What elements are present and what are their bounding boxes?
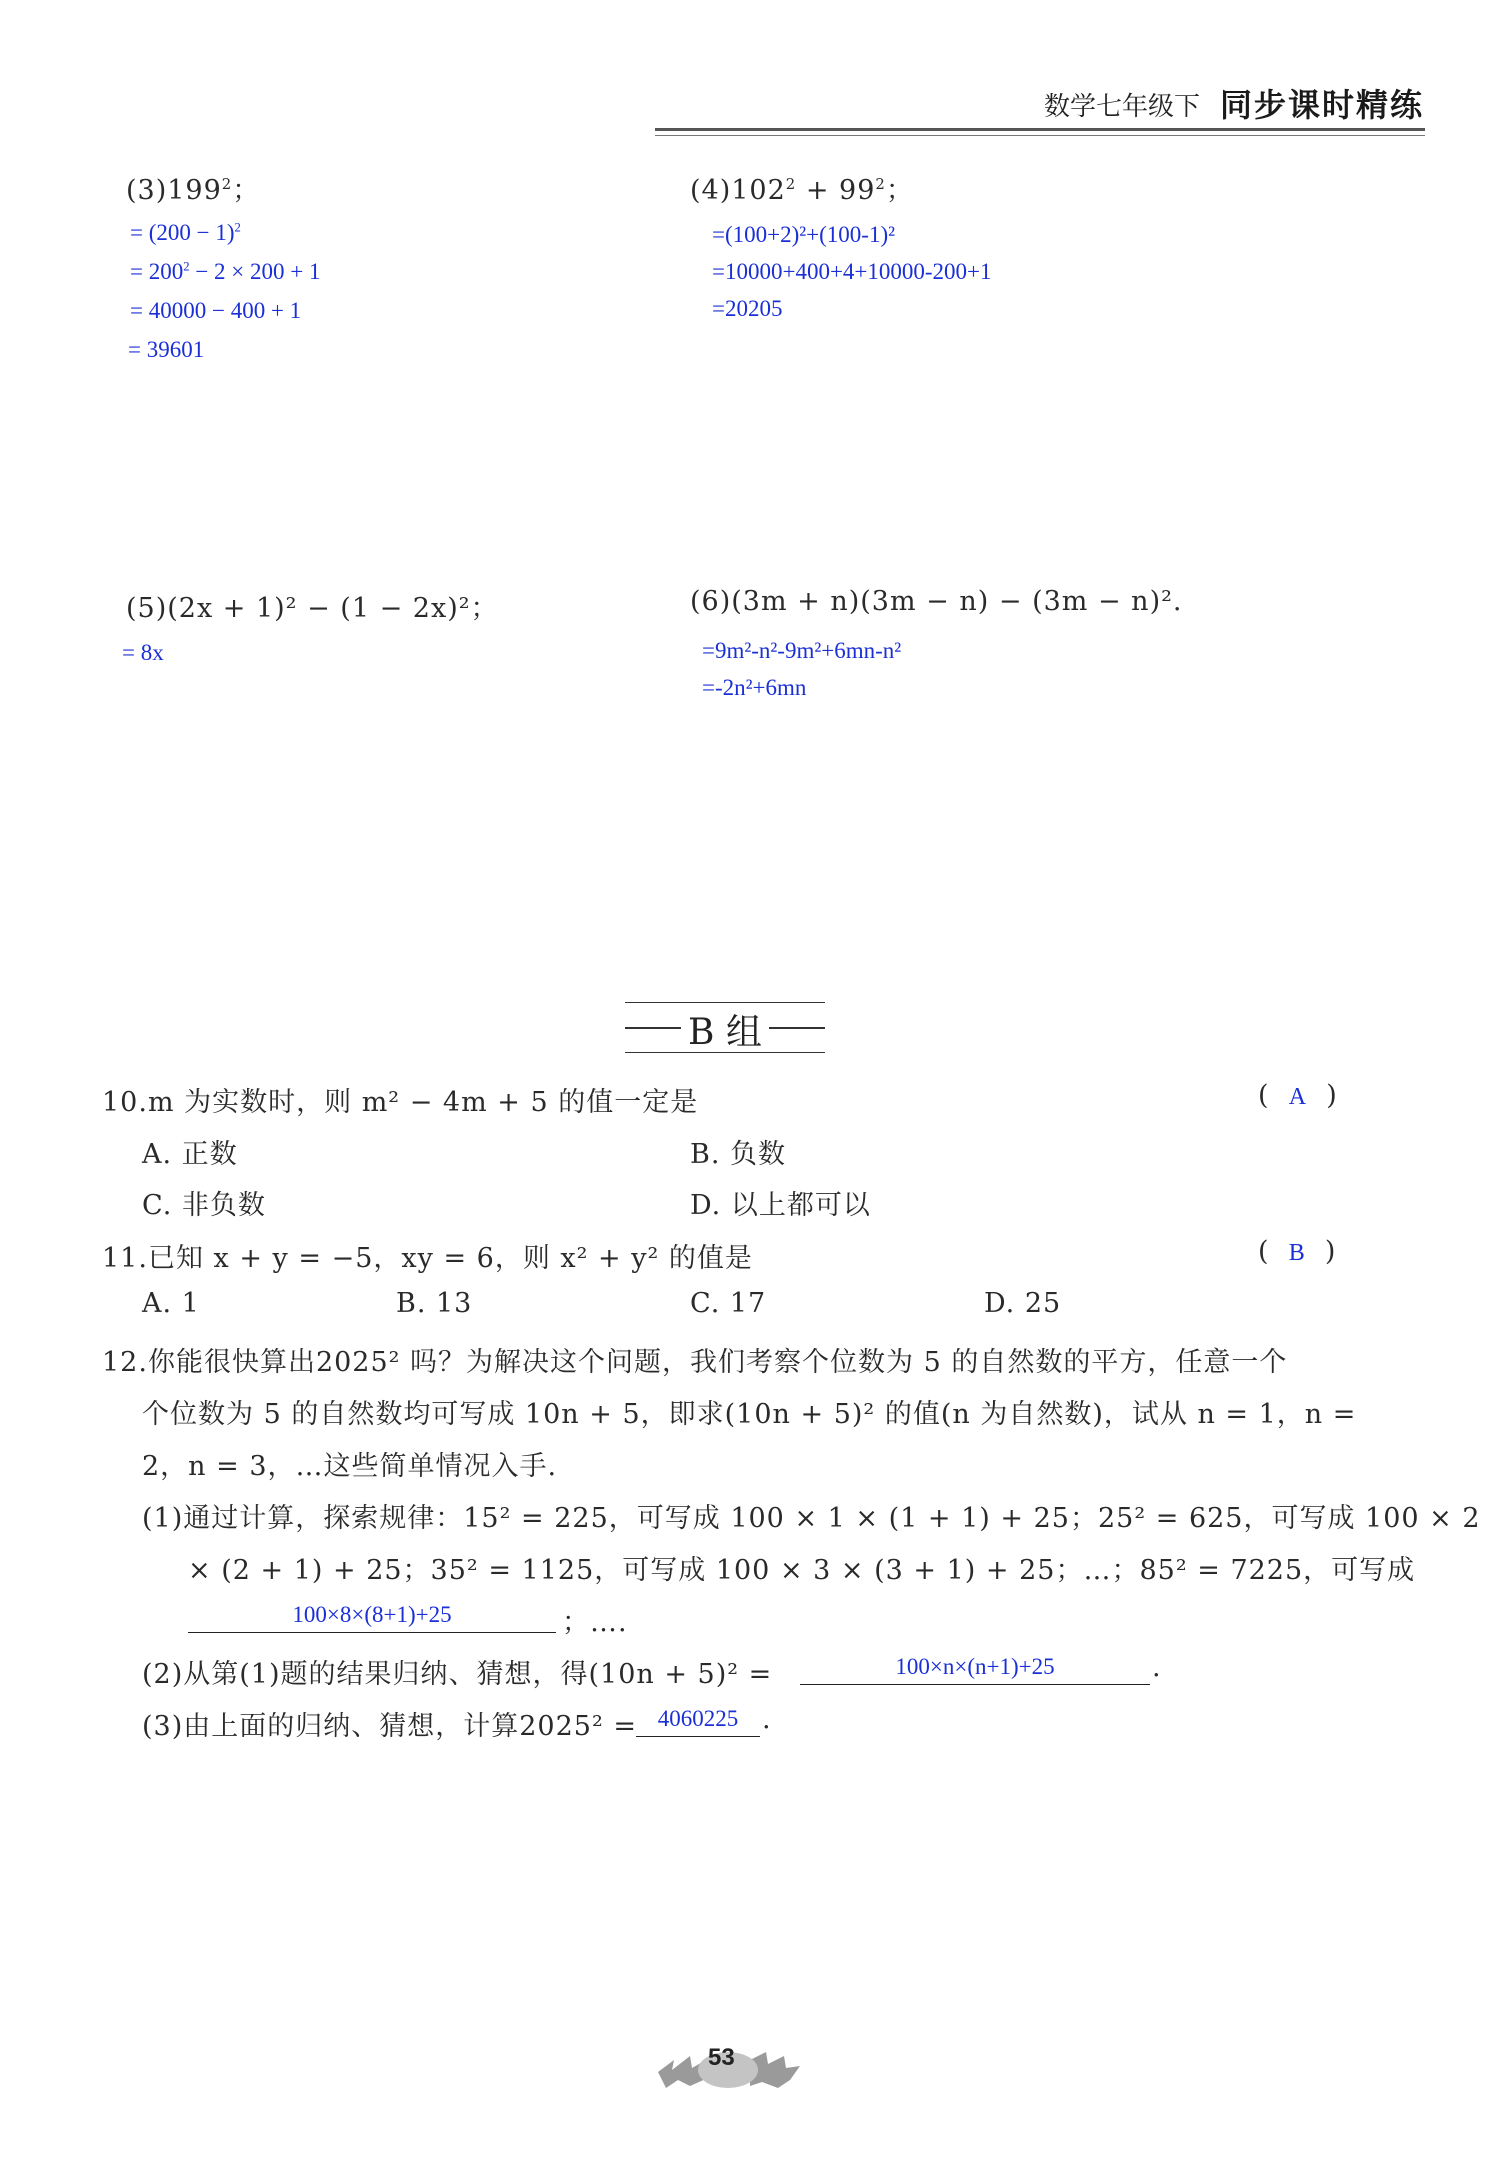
q12-part1-tail: ；….	[562, 1607, 628, 1638]
problem-3-label: $(3)199^2$；	[126, 175, 261, 206]
q12-line-3: 2，n = 3，…这些简单情况入手.	[142, 1451, 558, 1482]
problem-3-step-1: = $(200 - 1)^2$	[130, 220, 241, 245]
q12-part2-text: (2)从第(1)题的结果归纳、猜想，得(10n + 5)² =	[142, 1659, 773, 1690]
q12-part3-text: (3)由上面的归纳、猜想，计算2025² =	[142, 1711, 637, 1742]
q10-option-b: B. 负数	[690, 1139, 787, 1170]
problem-4-label: $(4)102^2 + 99^2$；	[690, 175, 914, 206]
header-rule-thin	[655, 135, 1425, 136]
header-title: 同步课时精练	[1219, 86, 1424, 124]
problem-4-step-3: =20205	[712, 296, 783, 321]
q11-option-a: A. 1	[142, 1288, 200, 1319]
q10-option-c: C. 非负数	[142, 1190, 266, 1221]
q12-line-1: 12.你能很快算出2025² 吗？为解决这个问题，我们考察个位数为 5 的自然数的平方，任意一个	[102, 1347, 1288, 1378]
q10-option-d: D. 以上都可以	[690, 1190, 871, 1221]
q12-part3-period: .	[762, 1704, 772, 1735]
page-number: 53	[708, 2044, 735, 2071]
q12-line-2: 个位数为 5 的自然数均可写成 10n + 5，即求(10n + 5)² 的值(n 为自然数)，试从 n = 1，n =	[142, 1399, 1357, 1430]
group-b-header	[625, 1002, 825, 1054]
q11-option-d: D. 25	[984, 1288, 1062, 1319]
q12-part2-period: .	[1152, 1652, 1162, 1683]
q12-part3-answer: 4060225	[657, 1706, 739, 1731]
q11-stem: 11.已知 x + y = −5，xy = 6，则 x² + y² 的值是	[102, 1243, 753, 1274]
problem-6-step-2: =-2n²+6mn	[702, 675, 807, 700]
q10-stem: 10.m 为实数时，则 m² − 4m + 5 的值一定是	[102, 1087, 699, 1118]
problem-4-step-2: =10000+400+4+10000-200+1	[712, 259, 992, 284]
q11-option-c: C. 17	[690, 1288, 767, 1319]
q10-answer-bracket: ( A )	[1258, 1080, 1338, 1111]
q10-option-a: A. 正数	[142, 1139, 238, 1170]
group-label: B 组	[688, 1012, 762, 1053]
q10-answer: A	[1288, 1084, 1308, 1110]
q12-part2-answer: 100×n×(n+1)+25	[895, 1654, 1055, 1679]
problem-5-answer: = 8x	[122, 640, 164, 665]
page-number-badge	[638, 2030, 818, 2100]
q12-part1-line-2: × (2 + 1) + 25；35² = 1125，可写成 100 × 3 × (3 + 1) + 25；…；85² = 7225，可写成	[188, 1555, 1416, 1586]
problem-4-step-1: =(100+2)²+(100-1)²	[712, 222, 896, 247]
header-subtitle: 数学七年级下	[1043, 92, 1200, 122]
q12-part2-blank[interactable]	[800, 1648, 1150, 1685]
q12-part3-blank[interactable]	[636, 1700, 760, 1737]
header-rule	[655, 128, 1425, 131]
q12-part1-blank[interactable]	[188, 1594, 556, 1633]
q12-part1-answer: 100×8×(8+1)+25	[292, 1602, 452, 1627]
problem-5-label: (5)(2x + 1)² − (1 − 2x)²；	[126, 593, 499, 624]
problem-6-step-1: =9m²-n²-9m²+6mn-n²	[702, 638, 902, 663]
problem-3-step-3: = 40000 − 400 + 1	[130, 298, 302, 323]
problem-6-label: (6)(3m + n)(3m − n) − (3m − n)².	[690, 586, 1183, 617]
q11-answer-bracket: ( B )	[1258, 1236, 1337, 1267]
problem-3-step-4: = 39601	[128, 337, 205, 362]
q11-answer: B	[1288, 1240, 1306, 1266]
q11-option-b: B. 13	[396, 1288, 473, 1319]
q12-part1-line-1: (1)通过计算，探索规律：15² = 225，可写成 100 × 1 × (1 + 1) + 25；25² = 625，可写成 100 × 2	[142, 1503, 1481, 1534]
problem-3-step-2: = $200^2 - 2 \times 200 + 1$	[130, 259, 321, 284]
